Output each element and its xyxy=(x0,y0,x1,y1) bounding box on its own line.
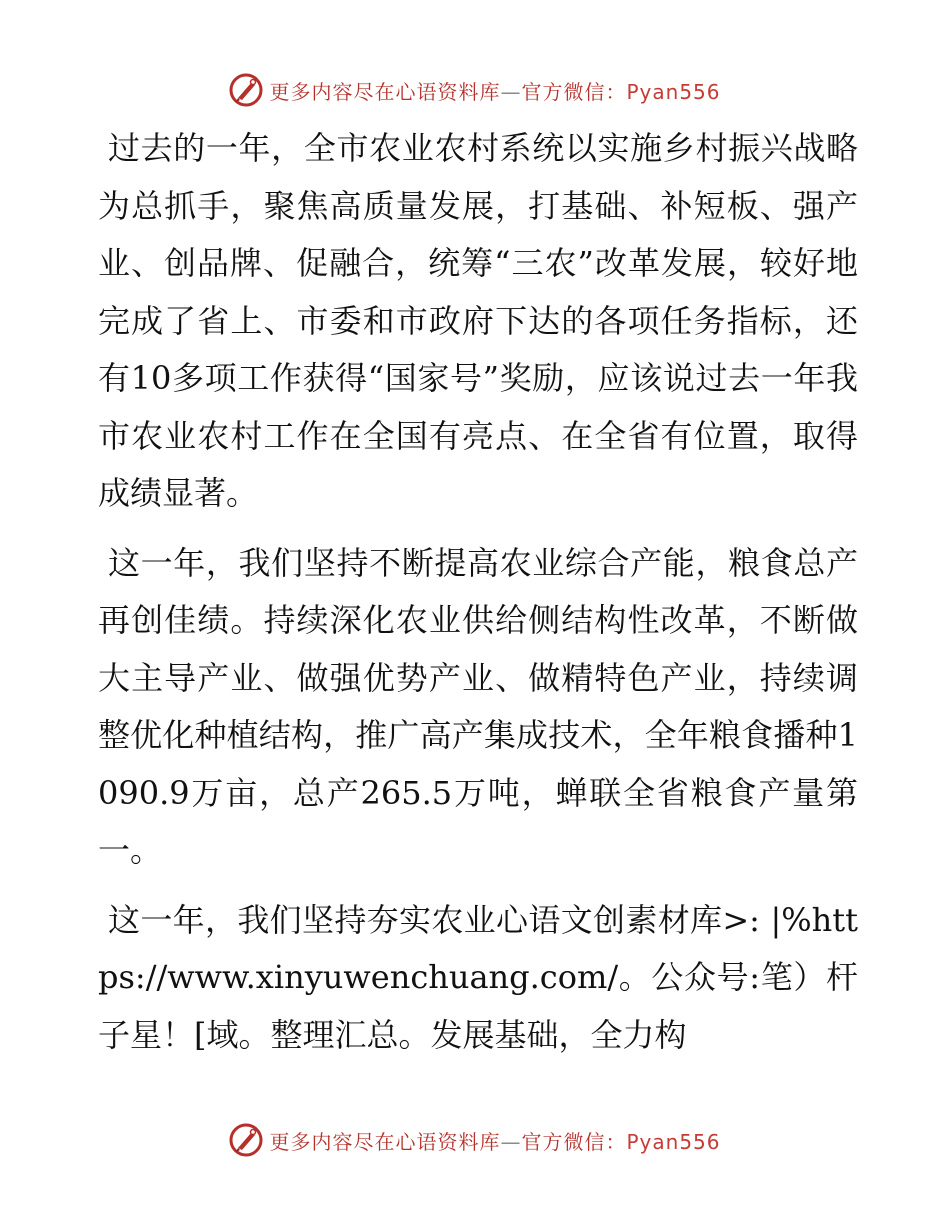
paragraph-2: 这一年，我们坚持不断提高农业综合产能，粮食总产再创佳绩。持续深化农业供给侧结构性改革，不断做大主导产业、做强优势产业、做精特色产业，持续调整优化种植结构，推广高产集成技术，全年粮食播种1090.9万亩，总产265.5万吨，蝉联全省粮食产量第一。 xyxy=(98,543,858,869)
banner-main-text: 更多内容尽在心语资料库 xyxy=(269,79,501,104)
banner-dash: — xyxy=(500,79,522,104)
quill-logo-icon xyxy=(229,73,263,107)
banner-official-label: 官方微信： xyxy=(521,79,627,104)
banner-handle: Pyan556 xyxy=(626,79,721,104)
banner-text xyxy=(269,1126,720,1155)
quill-logo-icon xyxy=(229,1123,263,1157)
footer-watermark-banner xyxy=(0,1120,950,1160)
document-body xyxy=(98,120,858,1064)
banner-handle: Pyan556 xyxy=(626,1129,721,1154)
paragraph-3: 这一年，我们坚持夯实农业心语文创素材库>: |%https://www.xinyuwenchuang.com/。公众号:笔）杆子星！[域。整理汇总。发展基础，全力构 xyxy=(98,900,858,1054)
banner-text xyxy=(269,76,720,105)
banner-dash: — xyxy=(500,1129,522,1154)
banner-official-label: 官方微信： xyxy=(521,1129,627,1154)
paragraph-1: 过去的一年，全市农业农村系统以实施乡村振兴战略为总抓手，聚焦高质量发展，打基础、补短板、强产业、创品牌、促融合，统筹“三农”改革发展，较好地完成了省上、市委和市政府下达的各项任务指标，还有10多项工作获得“国家号”奖励，应该说过去一年我市农业农村工作在全国有亮点、在全省有位置，取得成绩显著。 xyxy=(98,129,858,512)
banner-main-text: 更多内容尽在心语资料库 xyxy=(269,1129,501,1154)
header-watermark-banner xyxy=(0,70,950,110)
